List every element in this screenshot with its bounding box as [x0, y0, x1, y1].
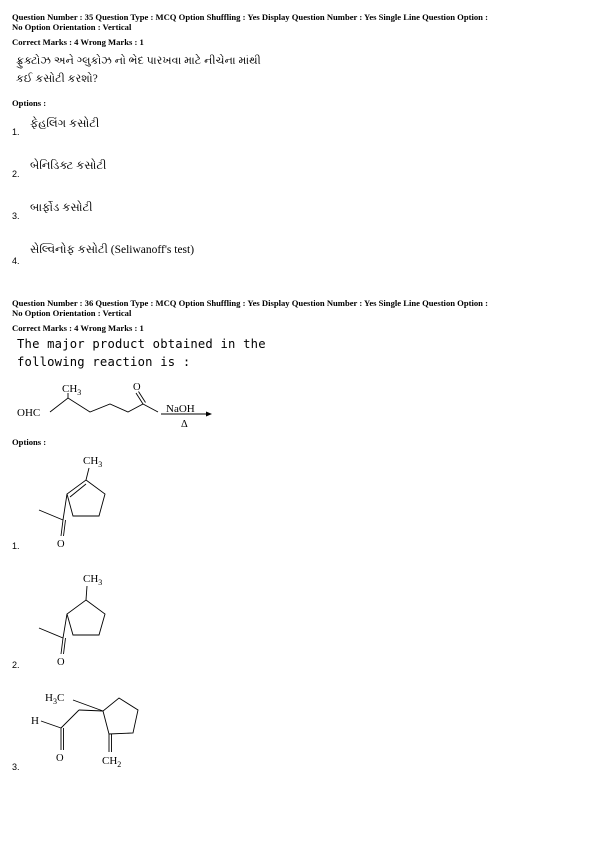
- q35-option-4-text[interactable]: સેલ્વિનોફ કસોટી (Seliwanoff's test): [30, 244, 195, 256]
- reactant-carbonyl-o: O: [133, 382, 141, 393]
- q35-question-line1: ફ્રુક્ટોઝ અને ગ્લુકોઝ નો ભેદ પારખવા માટે નીચેના માંથી: [16, 55, 261, 67]
- q36-option-2-structure[interactable]: [25, 568, 145, 673]
- q35-option-2-text[interactable]: બેનિડિક્ટ કસોટી: [30, 160, 107, 172]
- q36-meta-line2: No Option Orientation : Vertical: [12, 308, 132, 318]
- q36-question-line2: following reaction is :: [17, 355, 191, 369]
- q35-option-3-number: 3.: [12, 211, 20, 221]
- reactant-ohc-label: OHC: [17, 407, 41, 419]
- option-3-h3c-label: $H_3C$: [45, 692, 65, 706]
- q35-option-4-number: 4.: [12, 256, 20, 266]
- reaction-scheme: [10, 376, 220, 432]
- option-1-ch3-label: $CH_3$: [83, 455, 103, 469]
- reaction-arrowhead: [206, 412, 212, 417]
- q35-question-line2: કઈ કસોટી કરશો?: [16, 73, 98, 85]
- q36-meta-line1: Question Number : 36 Question Type : MCQ Option Shuffling : Yes Display Question Number : Yes Single Line Question Option :: [12, 298, 488, 308]
- q36-option-3-structure[interactable]: [25, 688, 170, 773]
- q36-option-3-number: 3.: [12, 762, 20, 772]
- option-2-o-label: O: [57, 657, 65, 668]
- q35-options-label: Options :: [12, 98, 47, 108]
- reactant-ch3-label: $CH_3$: [62, 383, 82, 397]
- q35-meta-line1: Question Number : 35 Question Type : MCQ Option Shuffling : Yes Display Question Number : Yes Single Line Question Option :: [12, 12, 488, 22]
- condition-label: Δ: [181, 419, 188, 430]
- option-1-o-label: O: [57, 539, 65, 550]
- q35-option-3-text[interactable]: બાર્ફોડ કસોટી: [30, 202, 93, 214]
- q35-option-1-number: 1.: [12, 127, 20, 137]
- q35-option-1-text[interactable]: ફેહલિંગ કસોટી: [30, 118, 100, 130]
- option-3-h-label: H: [31, 715, 39, 727]
- q35-marks: Correct Marks : 4 Wrong Marks : 1: [12, 37, 144, 47]
- q36-marks: Correct Marks : 4 Wrong Marks : 1: [12, 323, 144, 333]
- option-2-ch3-label: $CH_3$: [83, 573, 103, 587]
- option-1-skeleton: [39, 468, 105, 536]
- q36-question-line1: The major product obtained in the: [17, 337, 266, 351]
- option-3-ch2-label: $CH_2$: [102, 755, 122, 769]
- option-3-skeleton: [41, 698, 138, 752]
- q35-meta-line2: No Option Orientation : Vertical: [12, 22, 132, 32]
- option-2-skeleton: [39, 586, 105, 654]
- q36-option-2-number: 2.: [12, 660, 20, 670]
- q36-options-label: Options :: [12, 437, 47, 447]
- q35-option-2-number: 2.: [12, 169, 20, 179]
- reagent-label: NaOH: [166, 403, 195, 415]
- q36-option-1-structure[interactable]: [25, 450, 145, 555]
- option-3-o-label: O: [56, 753, 64, 764]
- q36-option-1-number: 1.: [12, 541, 20, 551]
